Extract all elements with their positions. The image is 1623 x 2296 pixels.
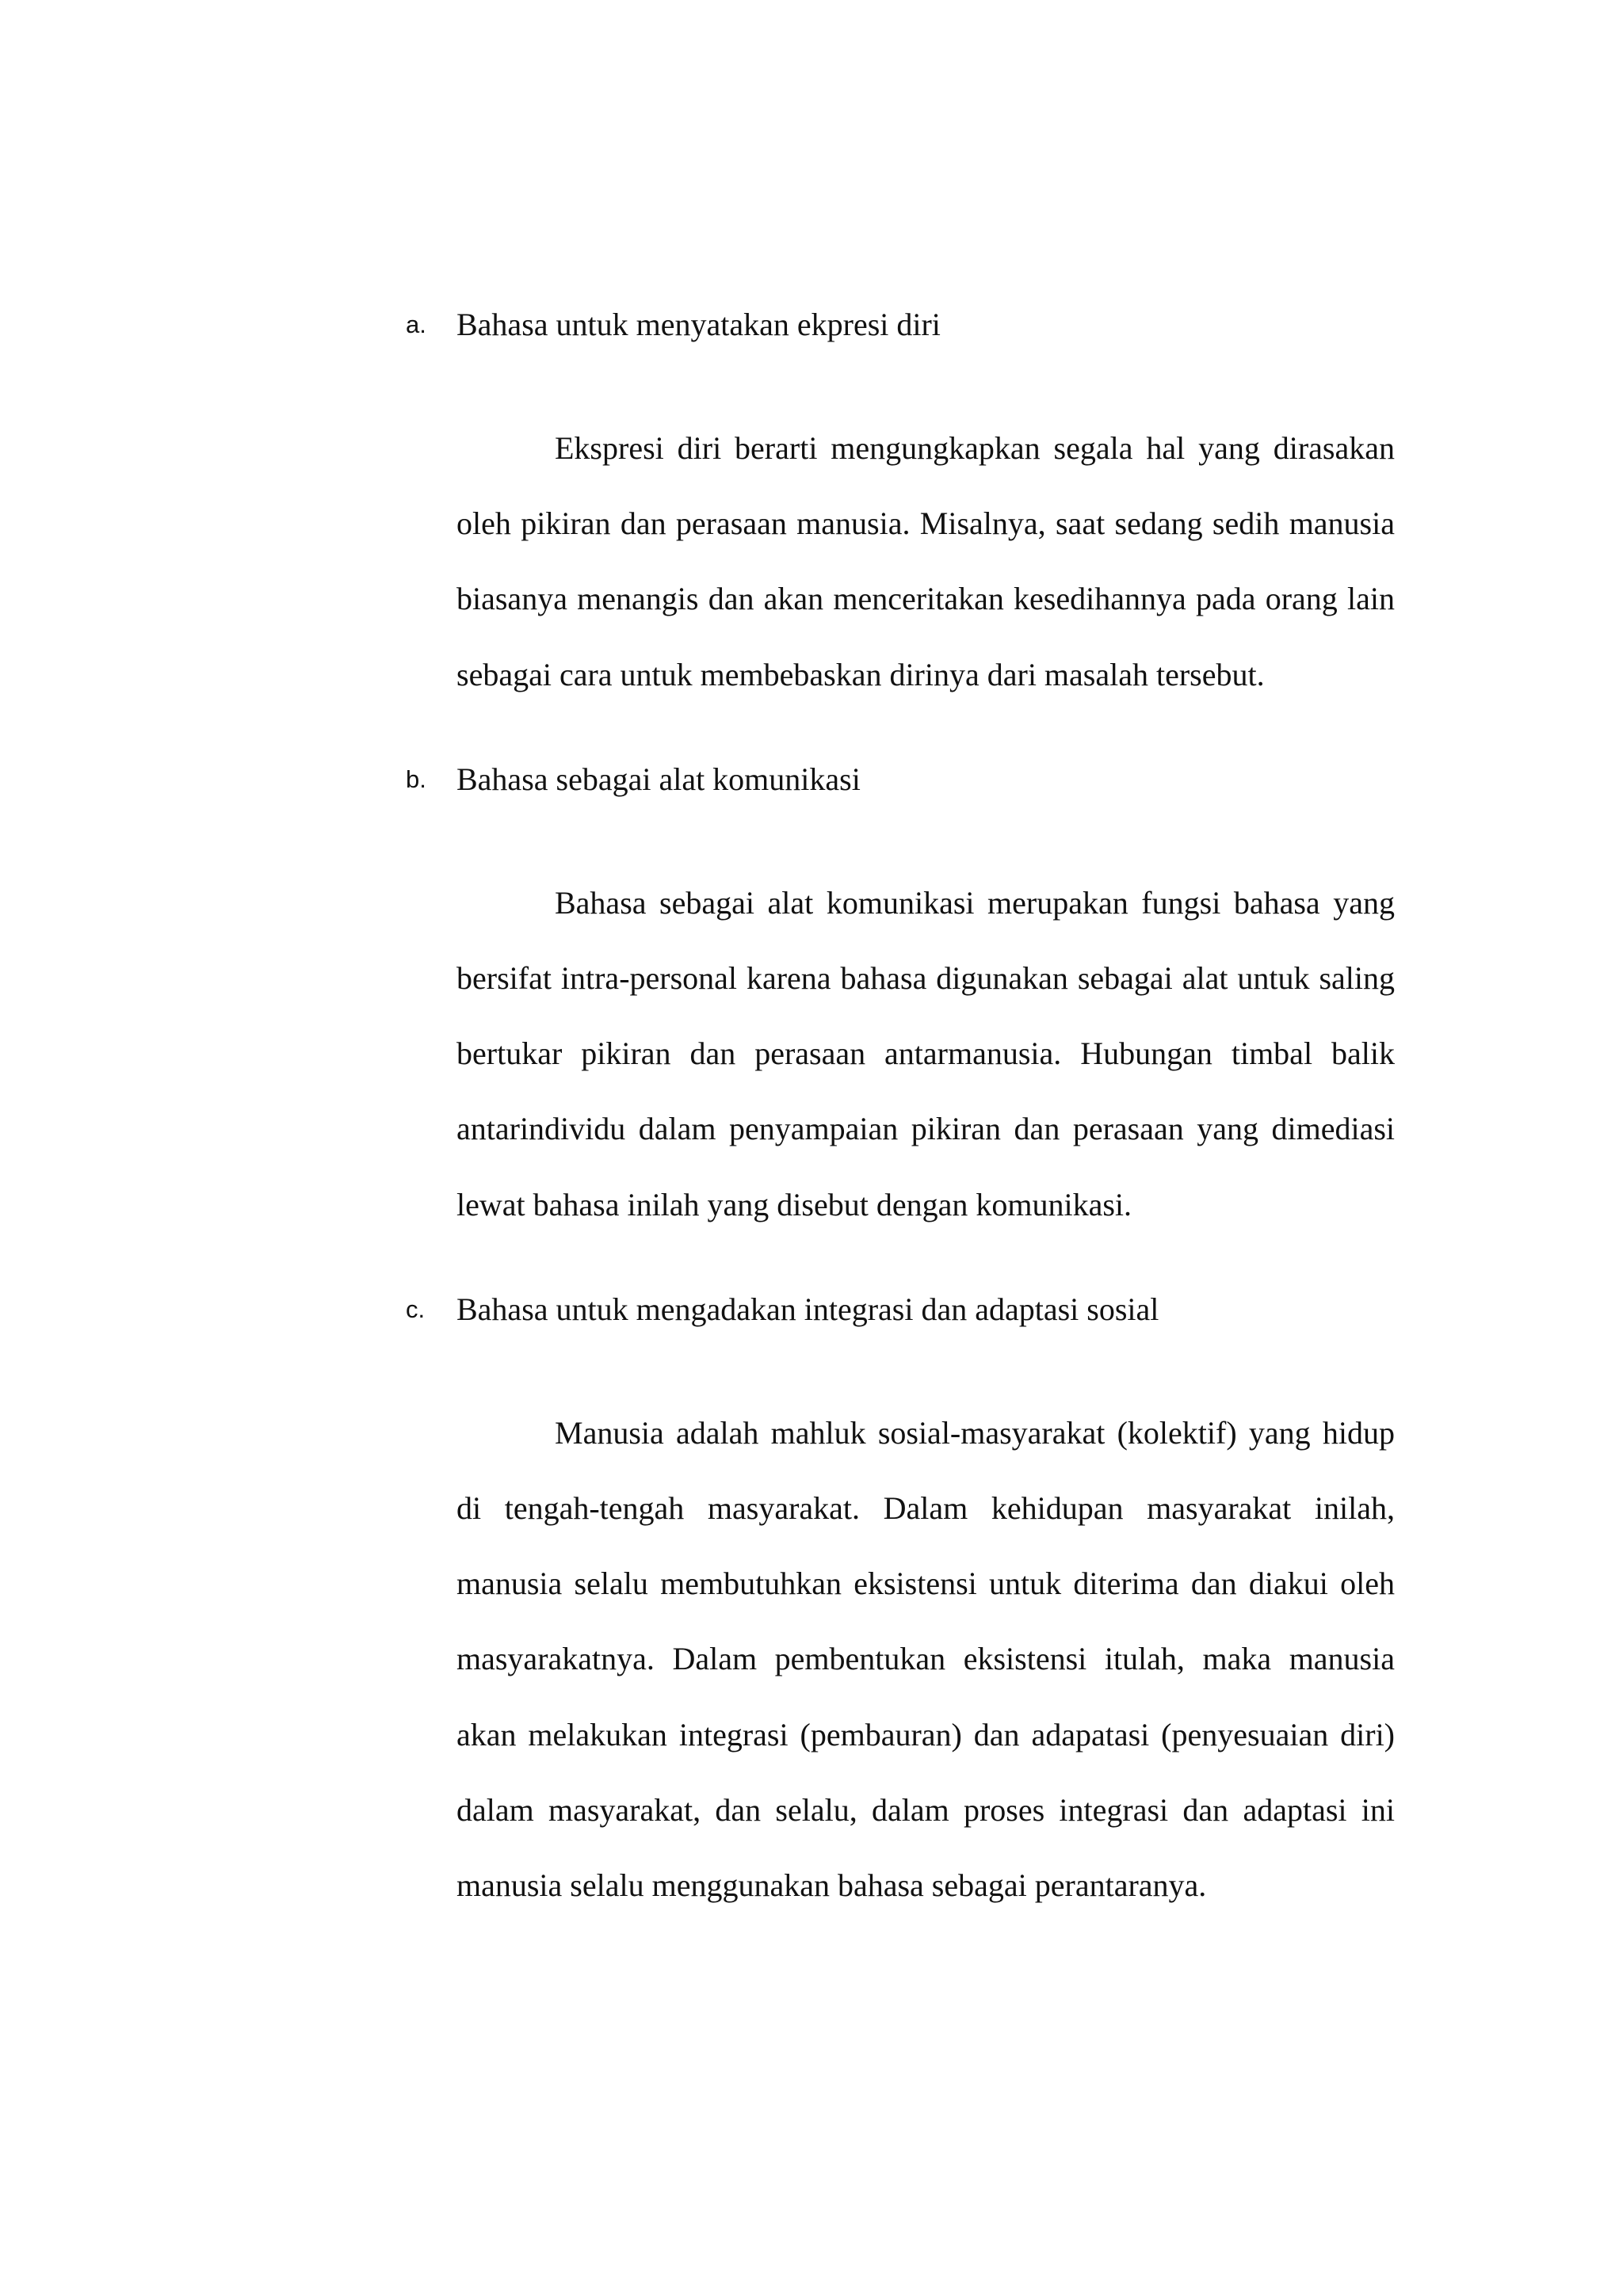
list-marker: a.: [406, 311, 426, 338]
section-heading: [406, 761, 1395, 799]
section-paragraph: Bahasa sebagai alat komunikasi merupakan fungsi bahasa yang bersifat intra-personal karena bahasa digunakan sebagai alat untuk saling bertukar pikiran dan perasaan antarmanusia. Hubungan timbal balik antarindividu dalam penyampaian pikiran dan perasaan yang dimediasi lewat bahasa inilah yang disebut dengan komunikasi.: [456, 884, 1395, 1222]
section-heading: [406, 306, 1395, 344]
list-marker: c.: [406, 1295, 426, 1323]
section-c: [406, 1291, 1395, 1923]
section-b: [406, 761, 1395, 1242]
section-heading-text: Bahasa untuk menyatakan ekpresi diri: [456, 307, 941, 342]
section-heading-text: Bahasa untuk mengadakan integrasi dan adaptasi sosial: [456, 1291, 1159, 1327]
section-paragraph: Ekspresi diri berarti mengungkapkan segala hal yang dirasakan oleh pikiran dan perasaan manusia. Misalnya, saat sedang sedih manusia biasanya menangis dan akan menceritakan kesedihannya pada orang lain sebagai cara untuk membebaskan dirinya dari masalah tersebut.: [456, 430, 1395, 692]
list-marker: b.: [406, 765, 426, 793]
section-paragraph: Manusia adalah mahluk sosial-masyarakat (kolektif) yang hidup di tengah-tengah masyarakat. Dalam kehidupan masyarakat inilah, manusia selalu membutuhkan eksistensi untuk diterima dan diakui oleh masyarakatnya. Dalam pembentukan eksistensi itulah, maka manusia akan melakukan integrasi (pembauran) dan adapatasi (penyesuaian diri) dalam masyarakat, dan selalu, dalam proses integrasi dan adaptasi ini manusia selalu menggunakan bahasa sebagai perantaranya.: [456, 1414, 1395, 1904]
section-heading-text: Bahasa sebagai alat komunikasi: [456, 761, 861, 797]
document-body: [406, 306, 1395, 1923]
section-a: [406, 306, 1395, 712]
section-heading: [406, 1291, 1395, 1329]
